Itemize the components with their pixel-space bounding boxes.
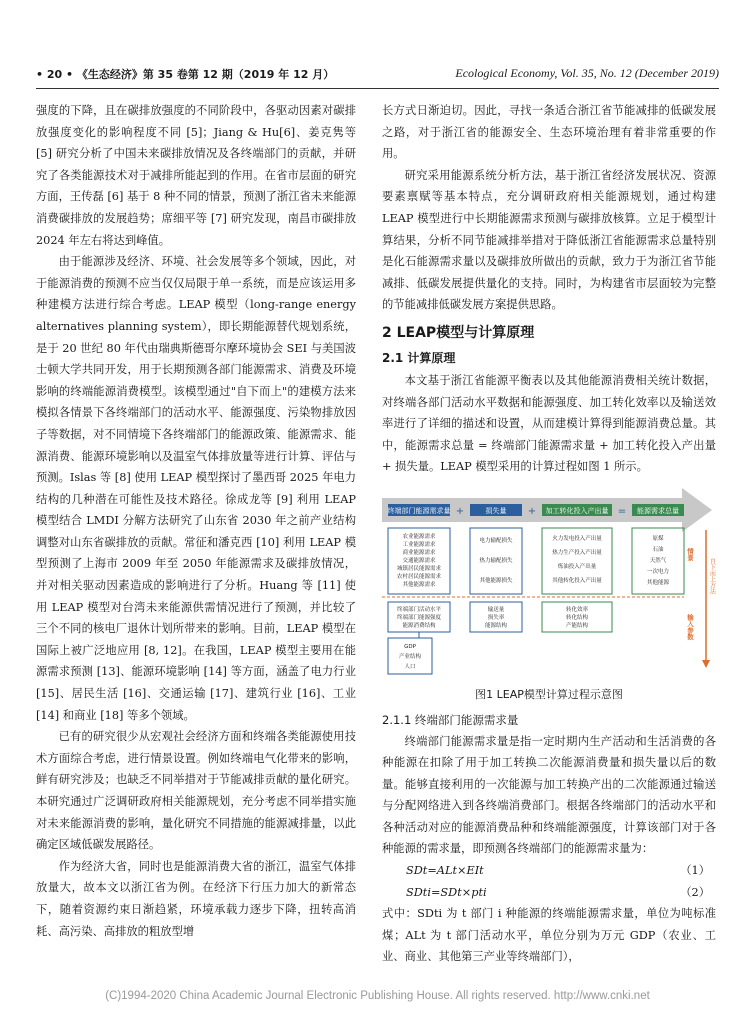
list-item: 商业能源需求 xyxy=(402,549,436,556)
paragraph: 式中：SDti 为 t 部门 i 种能源的终端能源需求量，单位为吨标准煤；ALt 为 t 部门活动水平，单位分别为万元 GDP（农业、工业、商业、其他第三产业等终端部门）， xyxy=(382,907,716,964)
box-loss-label: 损失量 xyxy=(485,506,507,515)
equation-text: SDt=ALt×EIt xyxy=(406,864,484,878)
side-arrow-head xyxy=(702,660,710,668)
list-item: 原煤 xyxy=(652,535,664,542)
paragraph: 已有的研究很少从宏观社会经济方面和终端各类能源使用技术方面综合考虑，进行情景设置。例如终端电气化带来的影响，鲜有研究涉及；也缺乏不同举措对于节能减排贡献的量化研究。本研究通过广泛调研政府相关能源规划，充分考虑不同举措实施对未来能源消费的影响，量化研究不同措施的能源减排量，以此确定区域低碳发展路径。 xyxy=(36,730,356,852)
section-heading: 2 LEAP模型与计算原理 xyxy=(382,324,535,341)
equation-2 xyxy=(382,882,716,904)
list-item: 工业能源需求 xyxy=(402,541,436,548)
left-column xyxy=(36,100,356,942)
list-item: 炼油投入产出量 xyxy=(557,563,597,570)
op-equals: = xyxy=(617,505,627,517)
list-item: GDP xyxy=(404,643,416,650)
paragraph: 作为经济大省，同时也是能源消费大省的浙江，温室气体排放量大，故本文以浙江省为例。在经济下行压力加大的新常态下，随着资源约束日渐趋紧，环境承载力逐步下降，扭转高消耗、高污染、高排放的粗放型增 xyxy=(36,859,356,938)
box-conversion-label: 加工转化投入产出量 xyxy=(545,506,609,515)
paragraph: 终端部门能源需求量是指一定时期内生产活动和生活消费的各种能源在扣除了用于加工转换二次能源消费量和损失量以后的数量。能够直接利用的一次能源与加工转换产出的二次能源通过输送与分配网络进入到各终端消费部门。根据各终端部门的活动水平和各种活动对应的能源消费品种和终端能源强度，计算该部门对于各种能源的需求量，即预测各终端部门的能源需求量为： xyxy=(382,734,716,856)
right-column xyxy=(382,100,716,968)
op-plus: + xyxy=(527,505,537,517)
list-item: 转化效率 xyxy=(565,606,589,613)
list-item: 石油 xyxy=(652,546,664,553)
list-item: 产能结构 xyxy=(565,622,589,629)
side-label-scenario: 情景 xyxy=(686,547,694,561)
list-item: 产业结构 xyxy=(398,653,422,660)
paragraph: 本文基于浙江省能源平衡表以及其他能源消费相关统计数据，对终端各部门活动水平数据和能源强度、加工转化效率以及输送效率进行了详细的描述和设置，从而建模计算得到能源消费总量。其中，能源需求总量 = 终端部门能源需求量 + 加工转化投入产出量 + 损失量。LEAP 模型采用的计算过程如图 1 所示。 xyxy=(382,373,716,474)
list-item: 其他能源 xyxy=(646,579,670,586)
box-demand-label: 终端部门能源需求量 xyxy=(387,506,451,515)
header-left: • 20 • 《生态经济》第 35 卷第 12 期（2019 年 12 月） xyxy=(36,68,335,81)
equation-text: SDti=SDt×pti xyxy=(406,885,487,899)
equation-number: （2） xyxy=(680,885,710,899)
list-item: 天然气 xyxy=(649,557,667,564)
list-item: 热力生产投入产出量 xyxy=(552,549,602,556)
list-item: 转化结构 xyxy=(565,614,589,621)
side-label-bottomup: 自下而上方法 xyxy=(708,557,716,594)
equation-number: （1） xyxy=(680,864,710,878)
paragraph: 研究采用能源系统分析方法，基于浙江省经济发展状况、资源要素禀赋等基本特点，充分调研政府相关能源规划，通过构建 LEAP 模型进行中长期能源需求预测与碳排放核算。立足于模型计算结果，分析不同节能减排举措对于降低浙江省能源需求总量特别是化石能源需求量以及碳排放所做出的贡献，致力于为浙江省节能减排、低碳发展提供量化的支持。同时，为构建省市层面较为完整的节能减排低碳发展方案提供思路。 xyxy=(382,168,716,312)
list-item: 农业能源需求 xyxy=(402,533,436,540)
figure-caption: 图1 LEAP模型计算过程示意图 xyxy=(475,687,623,701)
list-item: 农村居民能源需求 xyxy=(396,573,442,580)
list-item: 其他能源损失 xyxy=(479,577,513,584)
running-header xyxy=(36,66,719,84)
list-item: 其他转化投入产出量 xyxy=(552,577,602,584)
list-item: 热力输配损失 xyxy=(479,557,513,564)
subsection-heading: 2.1 计算原理 xyxy=(382,350,456,365)
op-plus: + xyxy=(455,505,465,517)
copyright-footer: (C)1994-2020 China Academic Journal Electronic Publishing House. All rights reserved. http://www.cnki.net xyxy=(105,990,650,1002)
header-right: Ecological Economy, Vol. 35, No. 12 (December 2019) xyxy=(455,66,719,80)
figure-leap-process xyxy=(382,484,716,680)
subsubsection-heading: 2.1.1 终端部门能源需求量 xyxy=(382,712,519,727)
list-item: 城镇居民能源需求 xyxy=(396,565,442,572)
list-item: 输送量 xyxy=(487,606,505,613)
list-item: 终端部门能源强度 xyxy=(396,614,442,621)
paragraph: 由于能源涉及经济、环境、社会发展等多个领域，因此，对于能源消费的预测不应当仅仅局限于单一系统，而是应该运用多种建模方法进行综合考虑。LEAP 模型（long-range energy alternatives planning system），即长期能源替代规划系统，是于 20 世纪 80 年代由瑞典斯德哥尔摩环境协会 SEI 与美国波士顿大学共同开发，用于长期预测各部门能源需求、消费及环境影响的终端能源消费模型。该模型通过"自下而上"的建模方法来模拟各情景下各终端部门的活动水平、能源强度、污染物排放因子等数据，对不同情境下各终端部门的能源政策、能源需求、能源消费、能源环境影响以及温室气体排放量等进行计算、评估与预测。Islas 等 [8] 使用 LEAP 模型探讨了墨西哥 2025 年电力结构的几种潜在可能性及技术路径。徐成龙等 [9] 利用 LEAP 模型结合 LMDI 分解方法研究了山东省 2030 年之前产业结构调整对山东省碳排放的贡献。常征和潘克西 [10] 利用 LEAP 模型预测了上海市 2009 年至 2050 年能源需求及碳排放情况，并对相关驱动因素造成的影响进行了分析。Huang 等 [11] 使用 LEAP 模型对台湾未来能源供需情况进行了预测，并比较了三个不同的核电厂退休计划所带来的影响。目前，LEAP 模型在国际上被广泛地应用 [8, 12]。在我国，LEAP 模型主要用在能源需求预测 [13]、能源环境影响 [14] 等方面，涵盖了电力行业 [15]、居民生活 [16]、交通运输 [17]、建筑行业 [16]、工业 [14] 和商业 [18] 等多个领域。 xyxy=(36,255,356,722)
box-total-label: 能源需求总量 xyxy=(637,506,679,515)
list-item: 人口 xyxy=(404,663,416,670)
list-item: 能源结构 xyxy=(484,622,508,629)
list-item: 终端部门活动水平 xyxy=(396,606,442,613)
list-item: 损失率 xyxy=(487,614,505,621)
list-item: 电力输配损失 xyxy=(479,537,513,544)
side-label-input: 输入参数 xyxy=(686,613,694,640)
list-item: 能源消费结构 xyxy=(402,622,436,629)
list-item: 其他能源需求 xyxy=(402,581,436,588)
header-rule xyxy=(36,88,719,89)
list-item: 交通能源需求 xyxy=(402,557,436,564)
paragraph: 强度的下降，且在碳排放强度的不同阶段中，各驱动因素对碳排放强度变化的影响程度不同 [5]；Jiang & Hu[6]、姜克隽等 [5] 研究分析了中国未来碳排放情况及各终端部门的贡献，并研究了各类能源技术对于减排所能起到的作用。在省市层面的研究方面，王传磊 [6] 基于 8 种不同的情景，预测了浙江省未来能源消费碳排放的发展趋势；席细平等 [7] 研究发现，南昌市碳排放 2024 年左右将达到峰值。 xyxy=(36,104,356,247)
list-item: 火力发电投入产出量 xyxy=(552,535,602,542)
leap-diagram xyxy=(382,484,716,680)
paragraph: 长方式日渐迫切。因此，寻找一条适合浙江省节能减排的低碳发展之路，对于浙江省的能源安全、生态环境治理有着非常重要的作用。 xyxy=(382,104,716,161)
list-item: 一次电力 xyxy=(646,568,670,575)
equation-1 xyxy=(382,860,716,882)
